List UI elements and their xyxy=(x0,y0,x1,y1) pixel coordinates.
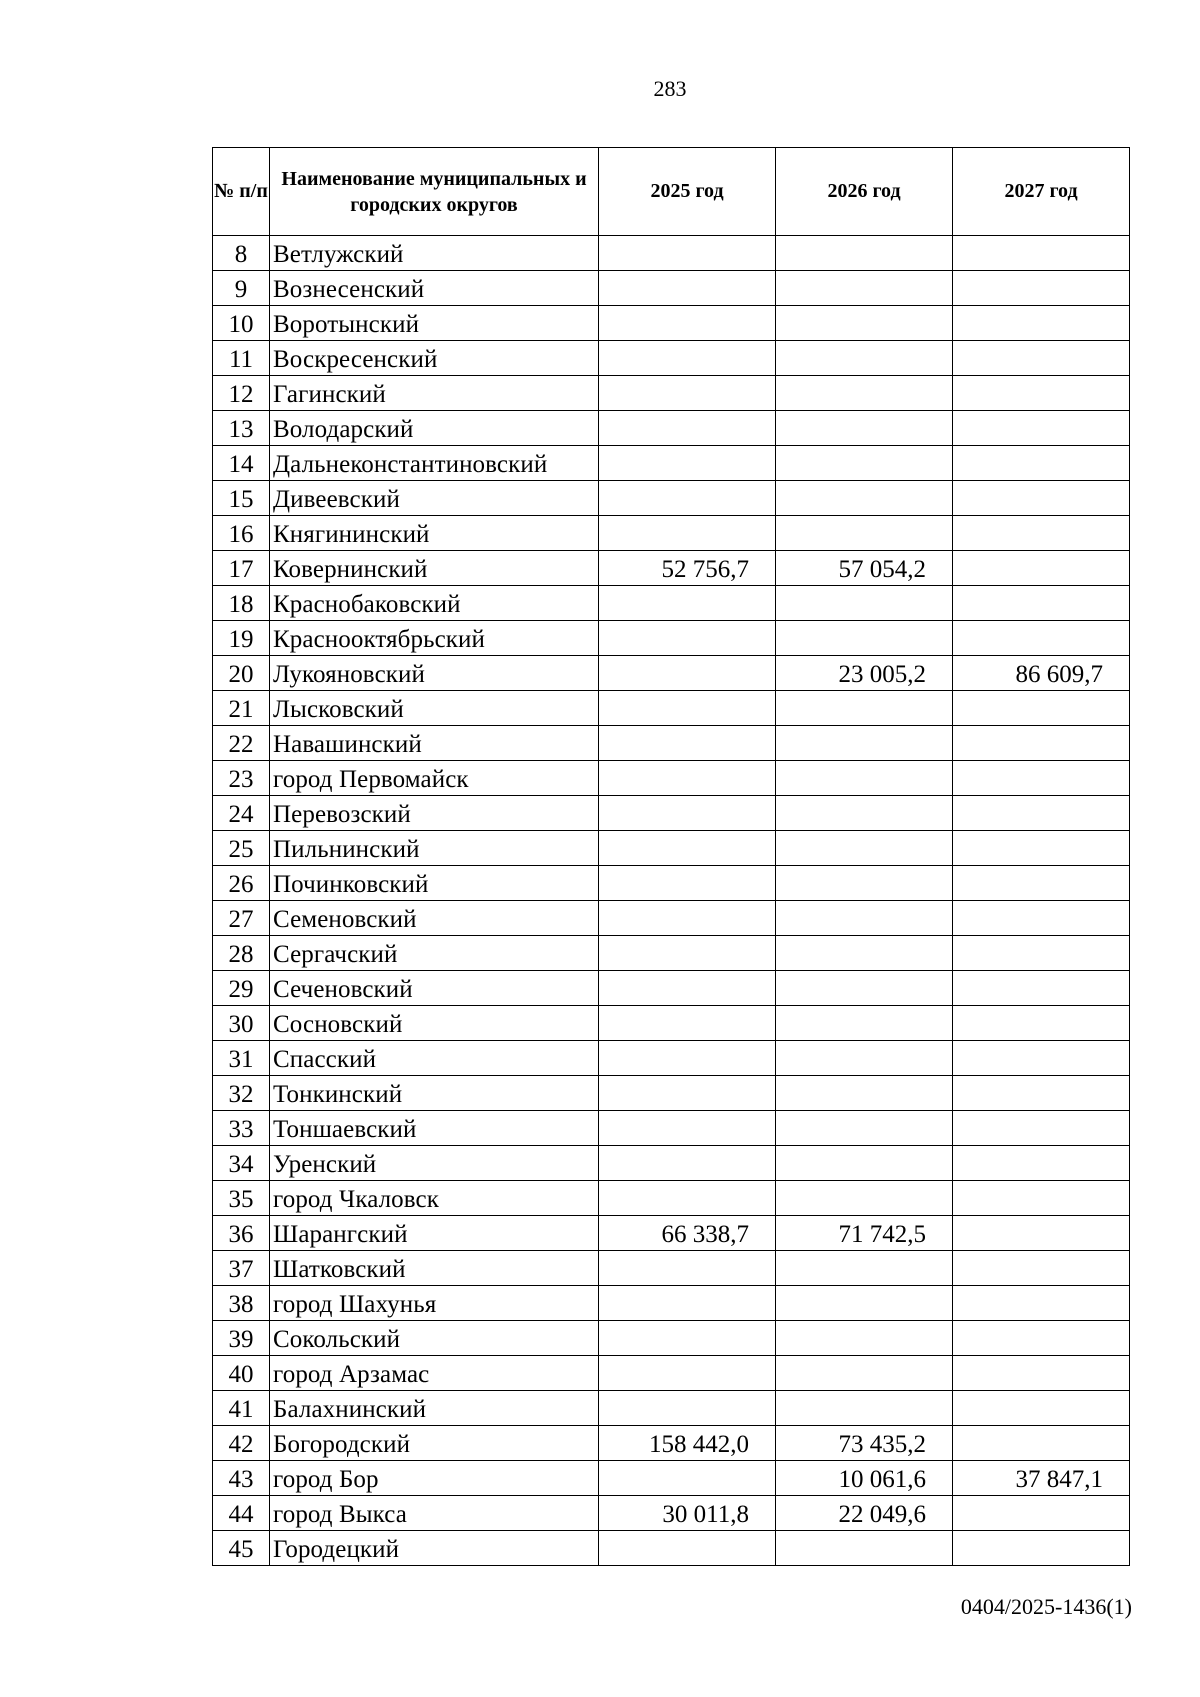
row-number-cell: 33 xyxy=(213,1111,270,1146)
row-number-cell: 22 xyxy=(213,726,270,761)
value-2027-cell xyxy=(953,796,1130,831)
municipality-name-cell: Ветлужский xyxy=(270,236,599,271)
value-2025-cell xyxy=(599,1531,776,1566)
value-2026-cell xyxy=(776,796,953,831)
value-2025-cell xyxy=(599,1146,776,1181)
value-2025-cell: 66 338,7 xyxy=(599,1216,776,1251)
table-row xyxy=(213,306,1130,341)
value-2026-cell xyxy=(776,481,953,516)
table-row xyxy=(213,971,1130,1006)
value-2025-cell xyxy=(599,761,776,796)
value-2026-cell xyxy=(776,1076,953,1111)
row-number-cell: 18 xyxy=(213,586,270,621)
value-2027-cell xyxy=(953,1321,1130,1356)
table-row xyxy=(213,1006,1130,1041)
value-2025-cell: 158 442,0 xyxy=(599,1426,776,1461)
value-2026-cell xyxy=(776,376,953,411)
value-2027-cell xyxy=(953,271,1130,306)
municipality-name-cell: Воскресенский xyxy=(270,341,599,376)
table-row xyxy=(213,656,1130,691)
value-2027-cell xyxy=(953,1251,1130,1286)
row-number-cell: 43 xyxy=(213,1461,270,1496)
table-row xyxy=(213,1391,1130,1426)
value-2025-cell xyxy=(599,936,776,971)
value-2026-cell xyxy=(776,1391,953,1426)
value-2025-cell xyxy=(599,1391,776,1426)
value-2025-cell xyxy=(599,586,776,621)
value-2027-cell xyxy=(953,1006,1130,1041)
table-row xyxy=(213,1146,1130,1181)
header-year-2027-label: 2027 год xyxy=(1004,180,1078,202)
value-2026-cell xyxy=(776,1251,953,1286)
municipality-name-cell: Сергачский xyxy=(270,936,599,971)
table-row xyxy=(213,901,1130,936)
value-2027-cell xyxy=(953,1076,1130,1111)
value-2026-cell xyxy=(776,1286,953,1321)
value-2026-cell: 57 054,2 xyxy=(776,551,953,586)
document-code: 0404/2025-1436(1) xyxy=(960,1594,1132,1619)
row-number-cell: 16 xyxy=(213,516,270,551)
municipality-name-cell: Дивеевский xyxy=(270,481,599,516)
value-2027-cell xyxy=(953,1286,1130,1321)
value-2025-cell xyxy=(599,341,776,376)
header-year-2025 xyxy=(599,148,776,236)
header-year-2027 xyxy=(953,148,1130,236)
value-2027-cell xyxy=(953,1426,1130,1461)
table-row xyxy=(213,936,1130,971)
value-2026-cell xyxy=(776,621,953,656)
value-2025-cell xyxy=(599,1111,776,1146)
row-number-cell: 35 xyxy=(213,1181,270,1216)
value-2027-cell xyxy=(953,376,1130,411)
page-number: 283 xyxy=(653,76,687,101)
table-row xyxy=(213,1496,1130,1531)
value-2027-cell xyxy=(953,691,1130,726)
value-2025-cell xyxy=(599,1076,776,1111)
municipality-name-cell: Воротынский xyxy=(270,306,599,341)
header-year-2026 xyxy=(776,148,953,236)
row-number-cell: 25 xyxy=(213,831,270,866)
value-2025-cell xyxy=(599,1006,776,1041)
value-2026-cell xyxy=(776,866,953,901)
value-2027-cell xyxy=(953,621,1130,656)
value-2027-cell xyxy=(953,1391,1130,1426)
municipality-name-cell: город Арзамас xyxy=(270,1356,599,1391)
value-2025-cell xyxy=(599,236,776,271)
value-2026-cell xyxy=(776,236,953,271)
header-municipality-name-label: Наименование муниципальных и городских округов xyxy=(281,167,587,216)
row-number-cell: 44 xyxy=(213,1496,270,1531)
table-row xyxy=(213,726,1130,761)
row-number-cell: 17 xyxy=(213,551,270,586)
value-2025-cell: 30 011,8 xyxy=(599,1496,776,1531)
row-number-cell: 14 xyxy=(213,446,270,481)
value-2025-cell xyxy=(599,656,776,691)
municipality-name-cell: город Бор xyxy=(270,1461,599,1496)
row-number-cell: 32 xyxy=(213,1076,270,1111)
value-2025-cell xyxy=(599,481,776,516)
value-2025-cell xyxy=(599,1461,776,1496)
value-2027-cell xyxy=(953,551,1130,586)
municipality-name-cell: Тонкинский xyxy=(270,1076,599,1111)
table-row xyxy=(213,1531,1130,1566)
row-number-cell: 24 xyxy=(213,796,270,831)
value-2026-cell xyxy=(776,1111,953,1146)
value-2027-cell xyxy=(953,236,1130,271)
value-2027-cell xyxy=(953,761,1130,796)
table-row xyxy=(213,1286,1130,1321)
row-number-cell: 36 xyxy=(213,1216,270,1251)
value-2027-cell xyxy=(953,1216,1130,1251)
value-2025-cell xyxy=(599,411,776,446)
table-row xyxy=(213,551,1130,586)
value-2026-cell xyxy=(776,1321,953,1356)
table-header-row xyxy=(213,148,1130,236)
value-2025-cell xyxy=(599,971,776,1006)
row-number-cell: 19 xyxy=(213,621,270,656)
row-number-cell: 11 xyxy=(213,341,270,376)
municipality-name-cell: Навашинский xyxy=(270,726,599,761)
value-2027-cell xyxy=(953,1531,1130,1566)
value-2027-cell xyxy=(953,516,1130,551)
table-row xyxy=(213,761,1130,796)
value-2027-cell xyxy=(953,971,1130,1006)
value-2025-cell xyxy=(599,306,776,341)
value-2027-cell xyxy=(953,726,1130,761)
row-number-cell: 10 xyxy=(213,306,270,341)
value-2027-cell xyxy=(953,341,1130,376)
value-2025-cell xyxy=(599,1251,776,1286)
value-2027-cell xyxy=(953,586,1130,621)
header-row-number xyxy=(213,148,270,236)
header-row-number-label: № п/п xyxy=(214,180,268,202)
value-2026-cell xyxy=(776,936,953,971)
value-2026-cell: 22 049,6 xyxy=(776,1496,953,1531)
municipality-name-cell: Тоншаевский xyxy=(270,1111,599,1146)
row-number-cell: 31 xyxy=(213,1041,270,1076)
row-number-cell: 13 xyxy=(213,411,270,446)
row-number-cell: 27 xyxy=(213,901,270,936)
value-2026-cell xyxy=(776,586,953,621)
municipality-name-cell: город Шахунья xyxy=(270,1286,599,1321)
value-2027-cell: 86 609,7 xyxy=(953,656,1130,691)
municipality-name-cell: Городецкий xyxy=(270,1531,599,1566)
value-2026-cell: 71 742,5 xyxy=(776,1216,953,1251)
value-2026-cell: 73 435,2 xyxy=(776,1426,953,1461)
municipality-name-cell: город Первомайск xyxy=(270,761,599,796)
value-2027-cell xyxy=(953,446,1130,481)
value-2026-cell xyxy=(776,726,953,761)
value-2027-cell: 37 847,1 xyxy=(953,1461,1130,1496)
value-2027-cell xyxy=(953,936,1130,971)
table-row xyxy=(213,621,1130,656)
value-2025-cell xyxy=(599,866,776,901)
header-year-2025-label: 2025 год xyxy=(650,180,724,202)
value-2025-cell xyxy=(599,1181,776,1216)
value-2025-cell xyxy=(599,516,776,551)
table-row xyxy=(213,1216,1130,1251)
municipality-name-cell: Семеновский xyxy=(270,901,599,936)
municipality-name-cell: Починковский xyxy=(270,866,599,901)
value-2026-cell xyxy=(776,761,953,796)
row-number-cell: 15 xyxy=(213,481,270,516)
table-row xyxy=(213,1076,1130,1111)
value-2025-cell xyxy=(599,796,776,831)
value-2025-cell xyxy=(599,446,776,481)
value-2026-cell: 10 061,6 xyxy=(776,1461,953,1496)
table-row xyxy=(213,1426,1130,1461)
row-number-cell: 28 xyxy=(213,936,270,971)
value-2025-cell xyxy=(599,1321,776,1356)
municipality-name-cell: Шатковский xyxy=(270,1251,599,1286)
row-number-cell: 29 xyxy=(213,971,270,1006)
municipality-name-cell: Богородский xyxy=(270,1426,599,1461)
table-row xyxy=(213,866,1130,901)
value-2026-cell xyxy=(776,271,953,306)
municipality-name-cell: Краснооктябрьский xyxy=(270,621,599,656)
value-2027-cell xyxy=(953,306,1130,341)
municipality-name-cell: Перевозский xyxy=(270,796,599,831)
value-2025-cell xyxy=(599,271,776,306)
value-2025-cell xyxy=(599,831,776,866)
value-2025-cell xyxy=(599,901,776,936)
row-number-cell: 39 xyxy=(213,1321,270,1356)
value-2026-cell: 23 005,2 xyxy=(776,656,953,691)
table-row xyxy=(213,271,1130,306)
row-number-cell: 23 xyxy=(213,761,270,796)
value-2026-cell xyxy=(776,1531,953,1566)
value-2026-cell xyxy=(776,1146,953,1181)
value-2026-cell xyxy=(776,341,953,376)
value-2026-cell xyxy=(776,831,953,866)
municipality-name-cell: город Чкаловск xyxy=(270,1181,599,1216)
table-row xyxy=(213,1041,1130,1076)
municipality-name-cell: Краснобаковский xyxy=(270,586,599,621)
row-number-cell: 9 xyxy=(213,271,270,306)
row-number-cell: 34 xyxy=(213,1146,270,1181)
value-2026-cell xyxy=(776,1041,953,1076)
row-number-cell: 37 xyxy=(213,1251,270,1286)
value-2025-cell xyxy=(599,1041,776,1076)
value-2026-cell xyxy=(776,411,953,446)
table-row xyxy=(213,1111,1130,1146)
row-number-cell: 40 xyxy=(213,1356,270,1391)
table-row xyxy=(213,376,1130,411)
table-row xyxy=(213,796,1130,831)
table-row xyxy=(213,481,1130,516)
table-row xyxy=(213,411,1130,446)
value-2026-cell xyxy=(776,516,953,551)
value-2027-cell xyxy=(953,1146,1130,1181)
row-number-cell: 45 xyxy=(213,1531,270,1566)
table-row xyxy=(213,516,1130,551)
value-2026-cell xyxy=(776,971,953,1006)
municipality-name-cell: город Выкса xyxy=(270,1496,599,1531)
municipality-name-cell: Пильнинский xyxy=(270,831,599,866)
municipality-name-cell: Княгининский xyxy=(270,516,599,551)
value-2027-cell xyxy=(953,831,1130,866)
value-2026-cell xyxy=(776,1356,953,1391)
value-2027-cell xyxy=(953,866,1130,901)
value-2026-cell xyxy=(776,1181,953,1216)
table-row xyxy=(213,446,1130,481)
row-number-cell: 8 xyxy=(213,236,270,271)
municipality-name-cell: Гагинский xyxy=(270,376,599,411)
table-row xyxy=(213,236,1130,271)
header-municipality-name xyxy=(270,148,599,236)
value-2027-cell xyxy=(953,901,1130,936)
table-row xyxy=(213,691,1130,726)
value-2027-cell xyxy=(953,481,1130,516)
municipality-name-cell: Балахнинский xyxy=(270,1391,599,1426)
value-2025-cell xyxy=(599,1286,776,1321)
table-body xyxy=(213,236,1130,1566)
value-2027-cell xyxy=(953,1181,1130,1216)
municipality-name-cell: Сокольский xyxy=(270,1321,599,1356)
row-number-cell: 41 xyxy=(213,1391,270,1426)
value-2026-cell xyxy=(776,306,953,341)
row-number-cell: 26 xyxy=(213,866,270,901)
table-row xyxy=(213,1356,1130,1391)
table-row xyxy=(213,831,1130,866)
row-number-cell: 20 xyxy=(213,656,270,691)
table-row xyxy=(213,1461,1130,1496)
value-2026-cell xyxy=(776,691,953,726)
value-2026-cell xyxy=(776,1006,953,1041)
value-2025-cell: 52 756,7 xyxy=(599,551,776,586)
row-number-cell: 30 xyxy=(213,1006,270,1041)
table-row xyxy=(213,1251,1130,1286)
municipality-name-cell: Спасский xyxy=(270,1041,599,1076)
municipality-name-cell: Володарский xyxy=(270,411,599,446)
value-2025-cell xyxy=(599,376,776,411)
value-2027-cell xyxy=(953,411,1130,446)
table-row xyxy=(213,586,1130,621)
value-2025-cell xyxy=(599,1356,776,1391)
value-2027-cell xyxy=(953,1041,1130,1076)
municipality-name-cell: Лысковский xyxy=(270,691,599,726)
row-number-cell: 38 xyxy=(213,1286,270,1321)
value-2026-cell xyxy=(776,901,953,936)
municipality-name-cell: Уренский xyxy=(270,1146,599,1181)
value-2025-cell xyxy=(599,621,776,656)
value-2025-cell xyxy=(599,691,776,726)
municipal-funding-table xyxy=(212,147,1130,1566)
header-year-2026-label: 2026 год xyxy=(827,180,901,202)
row-number-cell: 42 xyxy=(213,1426,270,1461)
table-row xyxy=(213,341,1130,376)
row-number-cell: 12 xyxy=(213,376,270,411)
value-2025-cell xyxy=(599,726,776,761)
municipality-name-cell: Лукояновский xyxy=(270,656,599,691)
table-row xyxy=(213,1181,1130,1216)
municipality-name-cell: Вознесенский xyxy=(270,271,599,306)
value-2027-cell xyxy=(953,1496,1130,1531)
value-2026-cell xyxy=(776,446,953,481)
table-row xyxy=(213,1321,1130,1356)
municipality-name-cell: Сеченовский xyxy=(270,971,599,1006)
municipality-name-cell: Дальнеконстантиновский xyxy=(270,446,599,481)
value-2027-cell xyxy=(953,1356,1130,1391)
value-2027-cell xyxy=(953,1111,1130,1146)
municipality-name-cell: Шарангский xyxy=(270,1216,599,1251)
municipality-name-cell: Ковернинский xyxy=(270,551,599,586)
row-number-cell: 21 xyxy=(213,691,270,726)
municipality-name-cell: Сосновский xyxy=(270,1006,599,1041)
